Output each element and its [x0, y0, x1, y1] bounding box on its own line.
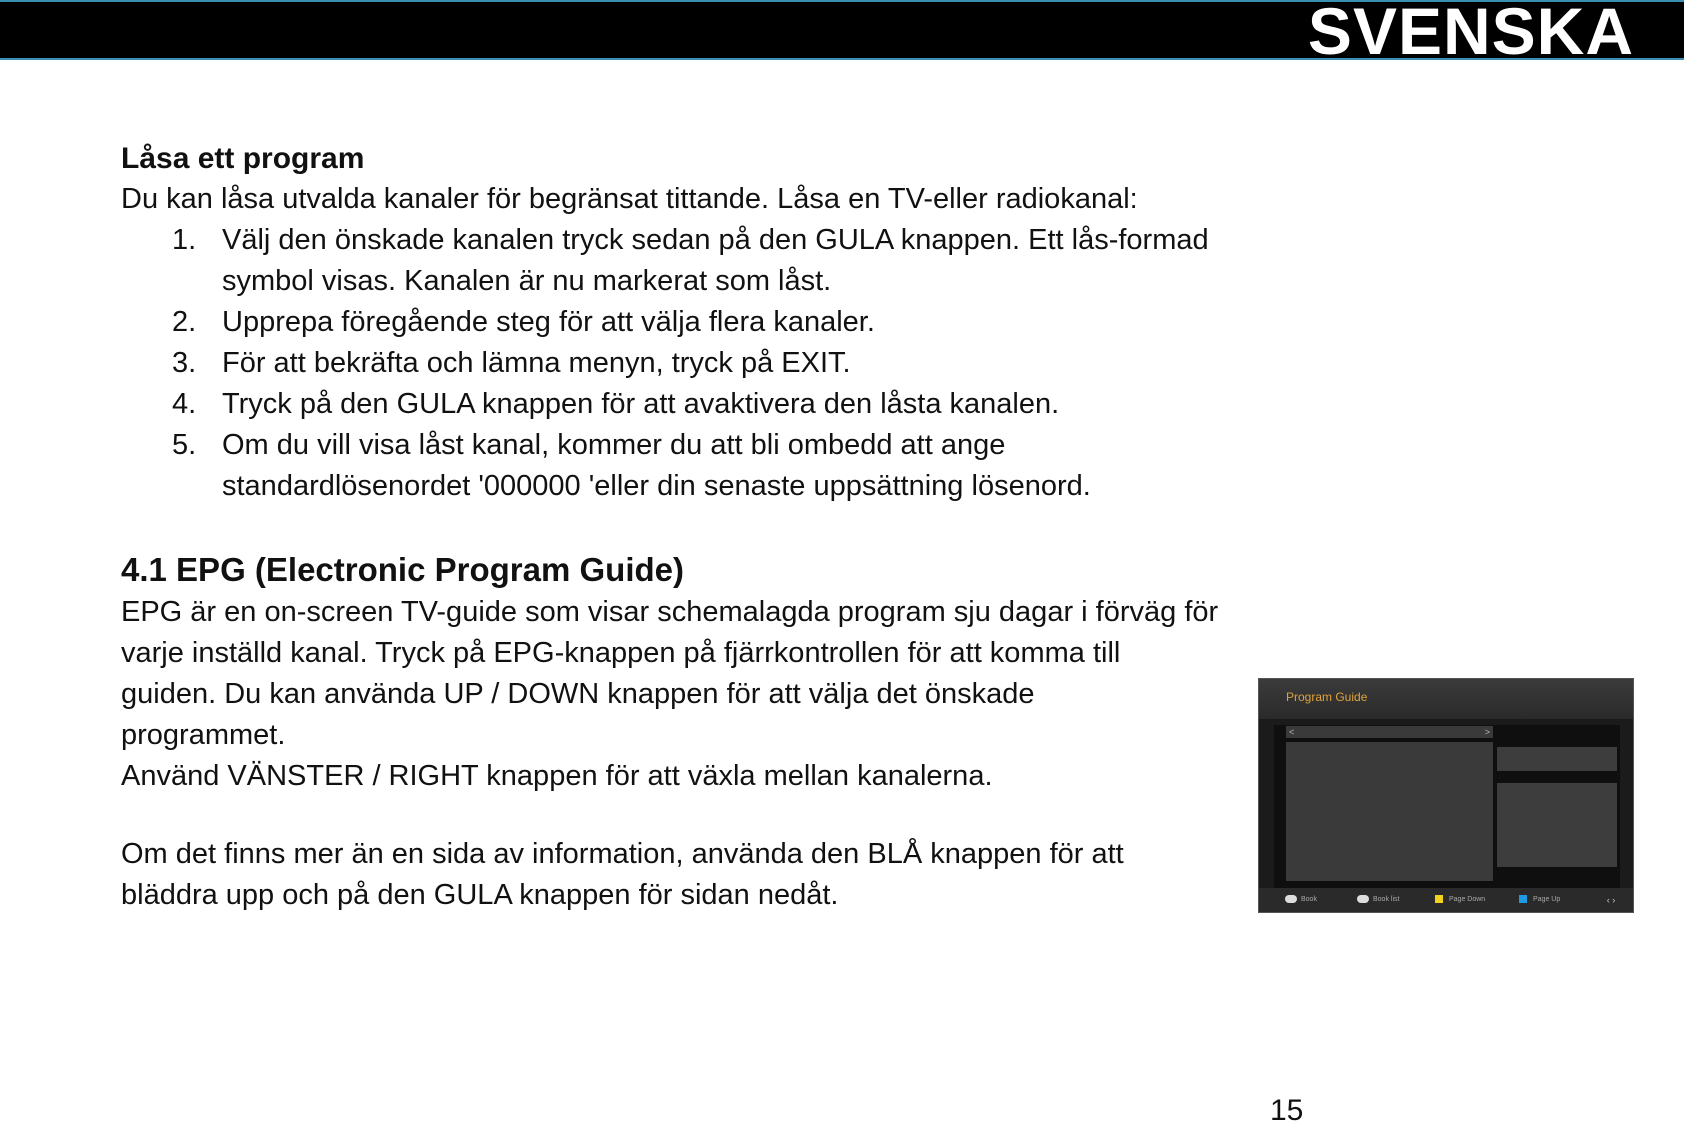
yellow-key-icon	[1435, 895, 1443, 903]
epg-text-line: bläddra upp och på den GULA knappen för sidan nedåt.	[121, 879, 839, 911]
step-number: 1.	[172, 224, 197, 256]
guide-footer-label: Page Up	[1533, 896, 1561, 903]
epg-text-line: Om det finns mer än en sida av information, använda den BLÅ knappen för att	[121, 838, 1124, 870]
step-text-line2: symbol visas. Kanalen är nu markerat som låst.	[222, 265, 832, 297]
epg-text-line: Använd VÄNSTER / RIGHT knappen för att växla mellan kanalerna.	[121, 760, 993, 792]
list-item	[121, 384, 1321, 425]
lock-section-title: Låsa ett program	[121, 142, 365, 175]
guide-header	[1259, 679, 1633, 719]
blue-key-icon	[1519, 895, 1527, 903]
guide-footer-label: Book	[1301, 896, 1317, 903]
guide-program-list	[1286, 742, 1493, 881]
arrow-keys-icon: ‹ ›	[1606, 895, 1616, 905]
epg-text-line: guiden. Du kan använda UP / DOWN knappen för att välja det önskade	[121, 678, 1035, 710]
chevron-right-icon: >	[1484, 727, 1490, 737]
epg-text-line: EPG är en on-screen TV-guide som visar schemalagda program sju dagar i förväg för	[121, 596, 1219, 628]
step-text-line1: Om du vill visa låst kanal, kommer du att bli ombedd att ange	[222, 429, 1006, 461]
step-text-line1: Upprepa föregående steg för att välja flera kanaler.	[222, 306, 875, 338]
header-bar	[0, 0, 1684, 68]
step-text-line1: För att bekräfta och lämna menyn, tryck på EXIT.	[222, 347, 851, 379]
guide-info-panel-main	[1497, 783, 1617, 867]
language-title: SVENSKA	[1307, 0, 1634, 68]
step-text-line1: Tryck på den GULA knappen för att avaktivera den låsta kanalen.	[222, 388, 1060, 420]
list-item	[121, 302, 1321, 343]
lock-steps-list	[121, 220, 1321, 507]
program-guide-screenshot	[1258, 678, 1634, 913]
step-number: 4.	[172, 388, 197, 420]
guide-footer-item	[1357, 888, 1399, 912]
step-number: 2.	[172, 306, 197, 338]
epg-text-line: varje inställd kanal. Tryck på EPG-knappen på fjärrkontrollen för att komma till	[121, 637, 1121, 669]
document-content	[121, 138, 1321, 916]
guide-footer-label: Page Down	[1449, 896, 1486, 903]
epg-section-title: 4.1 EPG (Electronic Program Guide)	[121, 551, 684, 588]
guide-footer-item	[1519, 888, 1560, 912]
lock-section-intro: Du kan låsa utvalda kanaler för begränsat tittande. Låsa en TV-eller radiokanal:	[121, 183, 1138, 215]
spacer	[121, 797, 1321, 834]
guide-date-navbar	[1286, 726, 1493, 738]
step-number: 3.	[172, 347, 197, 379]
page-number: 15	[1270, 1094, 1304, 1127]
guide-footer	[1259, 888, 1633, 912]
info-key-icon	[1357, 895, 1369, 903]
list-item	[121, 343, 1321, 384]
guide-info-panel-top	[1497, 747, 1617, 771]
list-item	[121, 425, 1321, 507]
step-text-line1: Välj den önskade kanalen tryck sedan på den GULA knappen. Ett lås-formad	[222, 224, 1209, 256]
step-text-line2: standardlösenordet '000000 'eller din senaste uppsättning lösenord.	[222, 470, 1091, 502]
ok-key-icon	[1285, 895, 1297, 903]
spacer	[121, 507, 1321, 548]
guide-footer-label: Book list	[1373, 896, 1400, 903]
guide-title: Program Guide	[1286, 690, 1368, 704]
guide-footer-item	[1285, 888, 1317, 912]
chevron-left-icon: <	[1289, 727, 1295, 737]
step-number: 5.	[172, 429, 197, 461]
epg-text-line: programmet.	[121, 719, 286, 751]
guide-footer-item	[1435, 888, 1485, 912]
list-item	[121, 220, 1321, 302]
